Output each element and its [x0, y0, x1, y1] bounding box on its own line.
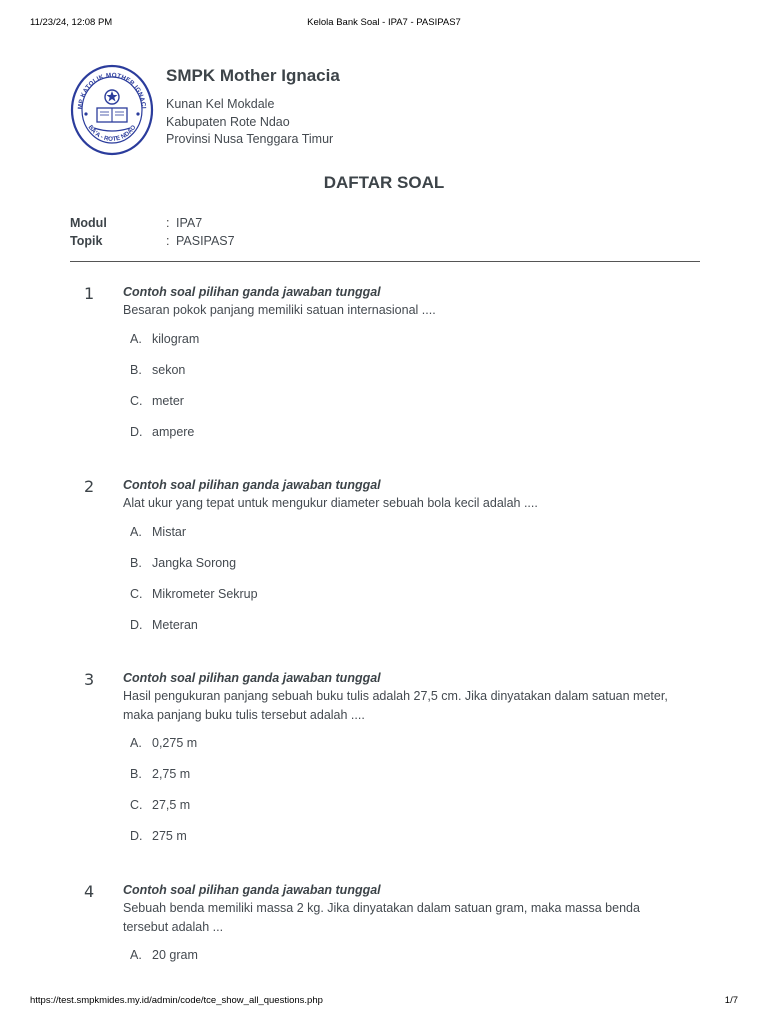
question-text: Besaran pokok panjang memiliki satuan internasional ....: [123, 303, 436, 317]
option-d: [123, 829, 693, 860]
question-body: [123, 477, 693, 649]
question-text: Sebuah benda memiliki massa 2 kg. Jika dinyatakan dalam satuan gram, maka massa benda: [123, 901, 640, 915]
option-text: kilogram: [152, 331, 200, 346]
question-text: Hasil pengukuran panjang sebuah buku tulis adalah 27,5 cm. Jika dinyatakan dalam satuan meter,: [123, 689, 668, 703]
option-letter: A.: [130, 331, 142, 346]
question-number: 3: [84, 670, 95, 689]
print-datetime: 11/23/24, 12:08 PM: [30, 17, 113, 28]
school-header: [70, 64, 710, 156]
question-text: tersebut adalah ...: [123, 919, 224, 934]
address-line: Provinsi Nusa Tenggara Timur: [166, 132, 334, 146]
option-text: sekon: [152, 362, 186, 377]
option-b: [123, 556, 693, 587]
option-c: [123, 394, 693, 425]
option-d: [123, 425, 693, 456]
meta-key: Modul: [70, 216, 107, 230]
option-text: Meteran: [152, 617, 198, 632]
question-type: Contoh soal pilihan ganda jawaban tunggal: [123, 671, 381, 685]
address-line: Kunan Kel Mokdale: [166, 97, 275, 111]
option-b: [123, 767, 693, 798]
document-meta: [70, 214, 370, 250]
option-text: Mistar: [152, 524, 187, 539]
logo-text-top: MP KATOLIK MOTHER IGNACI: [76, 71, 147, 110]
question-number: 2: [84, 477, 95, 496]
option-letter: C.: [130, 586, 143, 601]
address-line: Kabupaten Rote Ndao: [166, 114, 290, 129]
school-logo: [70, 64, 154, 156]
option-text: Mikrometer Sekrup: [152, 586, 258, 601]
question-number: 1: [84, 284, 95, 303]
option-d: [123, 618, 693, 649]
option-list: [123, 332, 693, 456]
option-text: 2,75 m: [152, 767, 191, 781]
option-text: Jangka Sorong: [152, 555, 237, 570]
print-page-number: 1/7: [724, 995, 738, 1006]
question-text: maka panjang buku tulis tersebut adalah ....: [123, 707, 365, 722]
meta-separator: :: [166, 216, 170, 230]
option-letter: D.: [130, 424, 143, 439]
option-c: [123, 587, 693, 618]
option-list: [123, 736, 693, 860]
option-letter: B.: [130, 362, 142, 377]
meta-key: Topik: [70, 234, 103, 248]
school-name: SMPK Mother Ignacia: [166, 66, 340, 85]
option-letter: A.: [130, 736, 142, 750]
option-text: 27,5 m: [152, 798, 191, 812]
option-b: [123, 363, 693, 394]
meta-separator: :: [166, 234, 170, 248]
option-letter: A.: [130, 524, 142, 539]
option-text: 20 gram: [152, 948, 198, 962]
option-letter: D.: [130, 829, 143, 843]
option-text: 275 m: [152, 829, 187, 843]
school-info: [166, 64, 340, 149]
print-footer: [0, 995, 768, 1009]
option-letter: B.: [130, 767, 142, 781]
meta-value: PASIPAS7: [176, 234, 235, 248]
option-a: [123, 332, 693, 363]
option-list: [123, 525, 693, 649]
question-text: Alat ukur yang tepat untuk mengukur diameter sebuah bola kecil adalah ....: [123, 496, 538, 510]
meta-value: IPA7: [176, 216, 203, 230]
question-type: Contoh soal pilihan ganda jawaban tunggal: [123, 285, 381, 299]
option-letter: C.: [130, 798, 143, 812]
logo-text-bottom: BA'A - ROTE NDAO: [86, 124, 138, 143]
option-list: [123, 948, 693, 979]
question-type: Contoh soal pilihan ganda jawaban tunggal: [123, 478, 381, 492]
question-body: [123, 882, 693, 979]
option-a: [123, 736, 693, 767]
meta-row-topik: [70, 232, 370, 250]
option-letter: D.: [130, 617, 143, 632]
option-a: [123, 948, 693, 979]
question-number: 4: [84, 882, 95, 901]
print-header: [0, 17, 768, 31]
option-a: [123, 525, 693, 556]
meta-row-modul: [70, 214, 370, 232]
question-type: Contoh soal pilihan ganda jawaban tunggal: [123, 883, 381, 897]
option-text: ampere: [152, 424, 195, 439]
question-body: [123, 284, 693, 456]
document-title: DAFTAR SOAL: [323, 173, 445, 192]
print-page-title: Kelola Bank Soal - IPA7 - PASIPAS7: [307, 17, 461, 28]
header-divider: [70, 261, 700, 262]
option-letter: B.: [130, 555, 142, 570]
option-text: meter: [152, 393, 184, 408]
question-body: [123, 670, 693, 860]
option-text: 0,275 m: [152, 736, 198, 750]
print-url: https://test.smpkmides.my.id/admin/code/tce_show_all_questions.php: [30, 995, 323, 1006]
option-letter: C.: [130, 393, 143, 408]
option-letter: A.: [130, 948, 142, 962]
option-c: [123, 798, 693, 829]
